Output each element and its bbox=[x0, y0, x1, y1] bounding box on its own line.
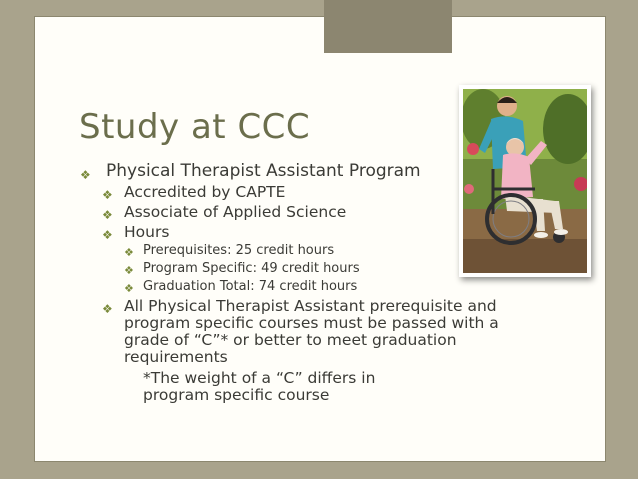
list-item-text: Graduation Total: 74 credit hours bbox=[143, 279, 358, 294]
bullet-icon: ❖ bbox=[102, 228, 113, 242]
list-item-text: Associate of Applied Science bbox=[124, 203, 347, 221]
list-item bbox=[80, 278, 540, 296]
bullet-list bbox=[80, 161, 540, 404]
list-item bbox=[80, 222, 540, 242]
list-item-text: Hours bbox=[124, 223, 170, 241]
bullet-icon: ❖ bbox=[124, 246, 134, 259]
footnote: *The weight of a “C” differs in program specific course bbox=[143, 369, 376, 404]
list-item bbox=[80, 242, 540, 260]
list-item bbox=[80, 182, 540, 202]
bullet-icon: ❖ bbox=[102, 188, 113, 202]
bullet-icon: ❖ bbox=[80, 168, 91, 182]
slide-title: Study at CCC bbox=[79, 107, 311, 147]
list-item-text: Accredited by CAPTE bbox=[124, 183, 286, 201]
list-item bbox=[80, 161, 540, 182]
header-decoration-tab bbox=[324, 0, 452, 53]
bullet-icon: ❖ bbox=[124, 282, 134, 295]
bullet-icon: ❖ bbox=[124, 264, 134, 277]
bullet-icon: ❖ bbox=[102, 302, 113, 316]
list-item bbox=[80, 260, 540, 278]
list-item-text: Physical Therapist Assistant Program bbox=[106, 161, 421, 181]
bullet-icon: ❖ bbox=[102, 208, 113, 222]
list-item bbox=[80, 298, 524, 366]
list-item-text: All Physical Therapist Assistant prerequisite and program specific courses must be passed with a grade of “C”* or better to meet graduation requirements bbox=[124, 297, 499, 366]
list-item-text: Program Specific: 49 credit hours bbox=[143, 261, 360, 276]
list-item bbox=[80, 202, 540, 222]
list-item-text: Prerequisites: 25 credit hours bbox=[143, 243, 335, 258]
